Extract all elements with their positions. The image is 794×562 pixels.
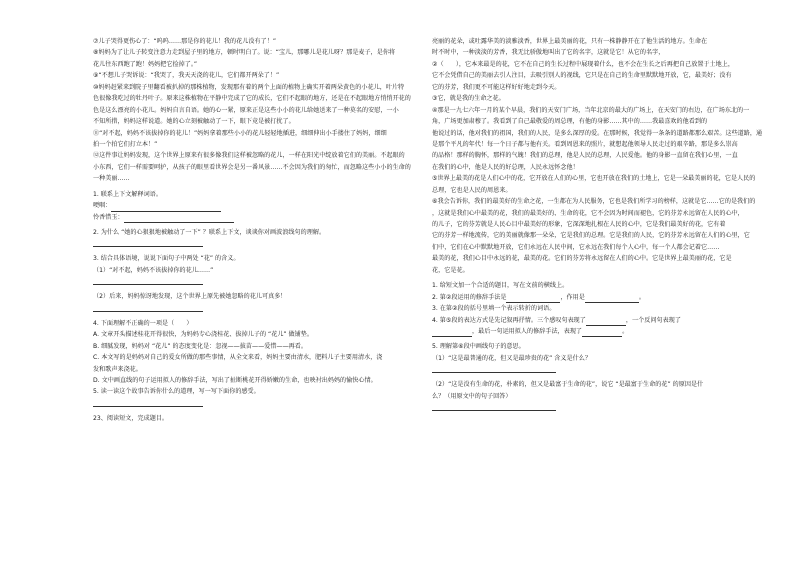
question-1-item (93, 200, 443, 211)
passage-line: 色很像我吃过的牡丹叶子。原来这株植物在平静中完成了它的成长，它们不起眼的地方，还是在不起眼地方悄悄开花的 (93, 95, 411, 103)
passage-line: 们中，它们在心中默默地开放，它们永远在人民中间，它永远在我们每个人心中，每一个人都会记着它…… (432, 243, 720, 251)
passage-line: 的儿子，它的芬芳就是人民心目中最美好的形象，它深深地扎根在人民的心中，它是我们最美好的花，它有着 (432, 221, 726, 228)
answer-line[interactable] (432, 372, 556, 373)
option-a: A. 文章开头描述桂花开得很快，为妈妈专心浇桂花、拔掉儿子的 “花儿” 做铺垫。 (93, 331, 314, 339)
question-3-sub-2: （2）后来，妈妈惊讶地发现，这个世界上原先被她忽略的花儿可真多！ (93, 293, 287, 301)
question-3-sub-1: （1）“对不起，妈妈不该拔掉你的花儿……” (93, 266, 214, 274)
r-question-5: 5. 理解第⑥段中画线句子的意思。 (432, 343, 525, 351)
answer-blank[interactable] (585, 295, 639, 303)
answer-blank[interactable] (586, 318, 626, 326)
right-passage (432, 36, 782, 276)
passage-line: 时不时中，一种淡淡的芳香，我无比骄傲地叫出了它的名字，这就是它！从它的名字， (432, 49, 665, 57)
answer-blank[interactable] (432, 329, 472, 337)
passage-line: 他说过的话，他对我们的祖国，我们的人民，是多么深厚的爱。在那时候，我觉得一条条的道路都那么艰苦。这些道路，通 (432, 129, 763, 137)
option-c: C. 本文写的是妈妈对自己的爱女所做的那些事情，从全文来看，妈妈主要由清水，肥料儿子主要用清水，浇 (93, 354, 383, 362)
answer-line[interactable] (93, 284, 203, 285)
passage-line: 最美的花，我们心目中永远的花，最美的花。它们的芬芳将永远留在人们的心中。它是世界上最美丽的花，它是 (432, 255, 732, 263)
passage-line: 它的芬芳，我们更不可能这样好好地走到今天。 (432, 83, 561, 91)
passage-line: 的品格！那样的胸怀，那样的气魄！我们的总理，他是人民的总理，人民爱他。他的身影一直留在我们心里，一直 (432, 152, 738, 160)
passage-line: 它的芬芳一样地流传，它的美丽就像那一朵朵，它是我们的总理。它是我们的人民，它的芬芳永远留在人们的心里，它 (432, 232, 750, 240)
passage-line: 角，广场更加肃穆了。我看到了自己最敬爱的周总理，有他的身影……其中的……我最喜欢的他看到的 (432, 118, 708, 126)
left-passage (93, 36, 443, 185)
passage-line: 不知所措，妈妈这样说道。她的心立刻被触动了一下，眼下竟是被打扰了。 (93, 118, 295, 126)
question-5: 5. 读一读这个故事告诉你什么的道理，写一写下面你的感受。 (93, 388, 260, 396)
question-2: 2. 为什么 “她的心狠狠地被触动了一下” ？联系上下文，谈谈你对画波浪线句的理解。 (93, 229, 326, 236)
answer-line[interactable] (93, 311, 203, 312)
passage-line: 是那个平凡的年代！每一个日子都与他有关。看到周恩来的照片，就想起他领导人民走过的艰辛路，那是多么崇高 (432, 140, 738, 148)
answer-blank[interactable] (124, 215, 234, 223)
passage-line: ，这就是我们心中最美的花，我们的最美好的、生命的花，它不会因为时间而褪色，它的芬芳永远留在人民的心中， (432, 209, 744, 217)
q2-end: 。 (638, 293, 646, 301)
passage-line: 拍一个拍它们打立本！” (93, 140, 158, 148)
passage-line: 在我们的心中，他是人民的好总理，人民永远怀念他！ (432, 163, 579, 171)
passage-line: ⑪“对不起，妈妈不该拔掉你的花儿！”妈妈拿着那些小小的花儿轻轻地插进，细细伸出小手搂住了妈妈，细细 (93, 129, 387, 137)
r-question-1: 1. 给短文加一个合适的题目，写在文前的横线上。 (432, 282, 569, 290)
term-label: 哽咽： (93, 202, 112, 210)
passage-line: ⑨“不想儿子哭诉说：“我哭了，我天天浇的花儿，它们都开两朵了！” (93, 72, 280, 80)
answer-blank[interactable] (111, 204, 221, 212)
r-question-5-sub-2: （2）“这是没有生命的花，朴素的，但又是最富于生命的花”，说它 “是最富于生命的花” 的原因是什 (432, 381, 704, 389)
passage-line: 花，它是花。 (432, 266, 469, 274)
answer-line[interactable] (93, 246, 203, 247)
q4-end: 。 (622, 327, 629, 335)
option-d: D. 文中画直线的句子运用拟人的修辞手法，写出了扯断桃花开得娇嫩的生命，也映衬出妈妈的愉快心情。 (93, 376, 377, 384)
r-question-4-line2 (432, 326, 782, 337)
q4-mid: ，一个反问句表现了 (625, 316, 681, 324)
passage-line: 花儿往东西跑了跑！妈妈把它捡掉了。” (93, 60, 198, 68)
q4-prefix: 4. 第⑤段的表达方式是先记叙再抒情。三个感叹句表现了 (432, 316, 586, 324)
passage-line: ⑤世界上最美的花是人们心中的花，它开放在人们的心里，它也开放在我们的土地上，它是一朵最美丽的花，它是人民的 (432, 175, 756, 183)
q4-line2-mid: ，最后一句运用拟人的修辞手法，表现了 (472, 327, 583, 335)
passage-line: ④那是一九七六年一月的某个早晨，我们的天安门广场，当年北京的最大的广场上，在天安门的右边，在广场东北的一 (432, 106, 750, 114)
answer-blank[interactable] (506, 295, 560, 303)
question-1-item (93, 212, 443, 223)
left-column (93, 36, 443, 424)
passage-line: 色是这么漂亮的小花儿。妈妈自言自语。她的心一紧，原来正是这些小小的花儿给她送来了一种莫名的安慰，一小 (93, 106, 399, 114)
r-question-5-sub-1: （1）“这是最普通的花，但又是最珍贵的花” 含义是什么？ (432, 354, 591, 362)
question-4-stem: 4. 下面理解不正确的一项是（ ） (93, 319, 193, 327)
passage-line: ⑩妈妈赶紧来到院子里翻看被扒掉的那株植物，发现那有着的两个上面的植物上确实开着两朵黄色的小花儿，叶片特 (93, 83, 405, 91)
passage-line: 总理，它也是人民的周恩来。 (432, 186, 512, 194)
passage-line: 一种美丽…… (93, 175, 130, 183)
passage-line: ⑫这件事让妈妈发现，这个世界上原来有很多像我们这样被忽略的花儿，一样在阳光中绽放着它们的美丽。不起眼的 (93, 152, 405, 160)
term-label: 怜香惜玉： (93, 213, 124, 221)
question-1-stem: 1. 联系上下文解释词语。 (93, 190, 162, 198)
answer-blank[interactable] (582, 329, 622, 337)
answer-line[interactable] (93, 406, 203, 407)
r-question-4 (432, 315, 782, 326)
passage-line: 亮丽的花朵，或吐露华美的淡雅淡香，世界上最美丽的花，只有一株静静开在了他生活的地方。生命在 (432, 38, 708, 45)
section-heading: 23、阅读短文，完成题目。 (93, 414, 169, 422)
r-question-5-sub-2-cont: 么？（用原文中的句子回答） (432, 392, 512, 400)
option-c-cont: 发和歌声来浇花。 (93, 365, 142, 373)
right-column (432, 36, 782, 417)
q2-mid: ，作用是 (560, 293, 585, 301)
passage-line: 它不会凭借自己的美丽去引人注目，去吸引别人的视线，它只是在自己的生命里默默地开放，它，最美好；没有 (432, 72, 732, 80)
passage-line: ⑦儿子哭得更伤心了：“呜呜……那是你的花儿！我的花儿没有了！” (93, 38, 277, 45)
passage-line: 小东西，它们一样需要呵护，从孩子的眼里看世界会是另一番风景……不会因为我们的匆忙，而忽略这些小小的生命的 (93, 163, 411, 171)
passage-line: ⑧妈妈为了让儿子转变注意力走到屋子里的地方，顿时明白了。说：“宝儿，那哪儿是花儿呀？那是麦子，是你将 (93, 49, 396, 57)
passage-line: ②（ ），它本来最是的花，它不在自己的生长过程中展现着什么，也不会在生长之后再把自己放置于土地上， (432, 60, 735, 68)
r-question-2 (432, 292, 782, 303)
q2-prefix: 2. 第②段运用的修辞手法是 (432, 293, 507, 301)
r-question-3: 3. 在第②段的括号里填一个表示转折的词语。 (432, 305, 556, 313)
answer-line[interactable] (432, 410, 556, 411)
option-b: B. 细腻发现，妈妈对 “花儿” 的态度变化是：忽视——拔苗——爱惜——再看。 (93, 342, 308, 350)
passage-line: ③它，就是我的生命之花。 (432, 95, 505, 103)
passage-line: ⑥我会告诉你，我们的最美好的生命之花，一生都在为人民服务，它也是我们所学习的榜样，这就是它……它的是我们的 (432, 198, 756, 206)
question-3-stem: 3. 结合具体语境，说说下面句子中两处 “花” 的含义。 (93, 255, 240, 263)
